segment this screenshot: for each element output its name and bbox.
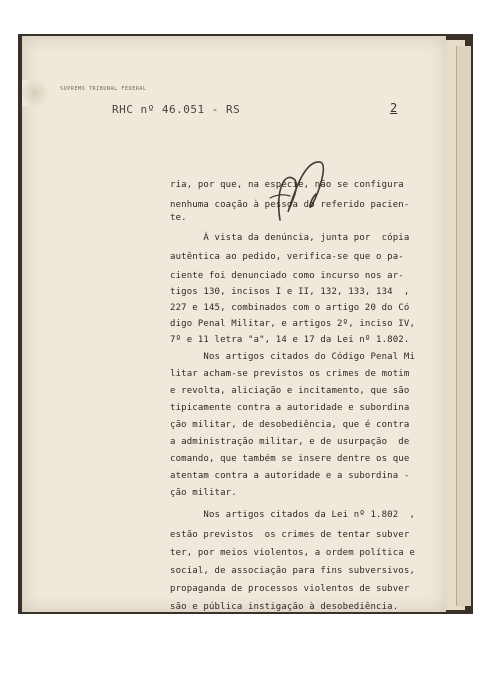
body-line: te.	[170, 213, 187, 223]
body-line: comando, que também se insere dentre os que	[170, 454, 410, 464]
body-line: litar acham-se previstos os crimes de motim	[170, 369, 410, 379]
body-line: 7º e 11 letra "a", 14 e 17 da Lei nº 1.802.	[170, 335, 410, 345]
body-line: e revolta, aliciação e incitamento, que são	[170, 386, 410, 396]
case-reference: RHC nº 46.051 - RS	[112, 103, 241, 116]
letterhead: SUPREMO TRIBUNAL FEDERAL	[60, 86, 147, 92]
body-line: ciente foi denunciado como incurso nos ar-	[170, 271, 404, 281]
page-number: 2	[390, 101, 398, 115]
body-line: a administração militar, e de usurpação de	[170, 437, 410, 447]
body-line: À vista da denúncia, junta por cópia	[170, 233, 410, 243]
body-line: ção militar.	[170, 488, 237, 498]
body-line: tipicamente contra a autoridade e subordina	[170, 403, 410, 413]
body-line: ção militar, de desobediência, que é contra	[170, 420, 410, 430]
body-line: Nos artigos citados do Código Penal Mi	[170, 352, 416, 362]
body-line: autêntica ao pedido, verifica-se que o pa-	[170, 252, 404, 262]
body-line: social, de associação para fins subversivos,	[170, 566, 416, 576]
body-line: estão previstos os crimes de tentar subver	[170, 530, 410, 540]
underlying-page-edge-2	[456, 46, 471, 606]
body-line: propaganda de processos violentos de subver	[170, 584, 410, 594]
torn-corner	[22, 80, 52, 106]
body-line: Nos artigos citados da Lei nº 1.802 ,	[170, 510, 416, 520]
body-line: atentam contra a autoridade e a subordina -	[170, 471, 410, 481]
body-line: digo Penal Militar, e artigos 2º, inciso IV,	[170, 319, 416, 329]
body-line: tigos 130, incisos I e II, 132, 133, 134 ,	[170, 287, 410, 297]
body-line: ria, por que, na espécie, não se configura	[170, 180, 404, 190]
body-line: nenhuma coação à pessoa do referido pacien-	[170, 200, 410, 210]
body-line: 227 e 145, combinados com o artigo 20 do Có	[170, 303, 410, 313]
body-line: ter, por meios violentos, a ordem política e	[170, 548, 416, 558]
body-line: são e pública instigação à desobediência.	[170, 602, 399, 612]
